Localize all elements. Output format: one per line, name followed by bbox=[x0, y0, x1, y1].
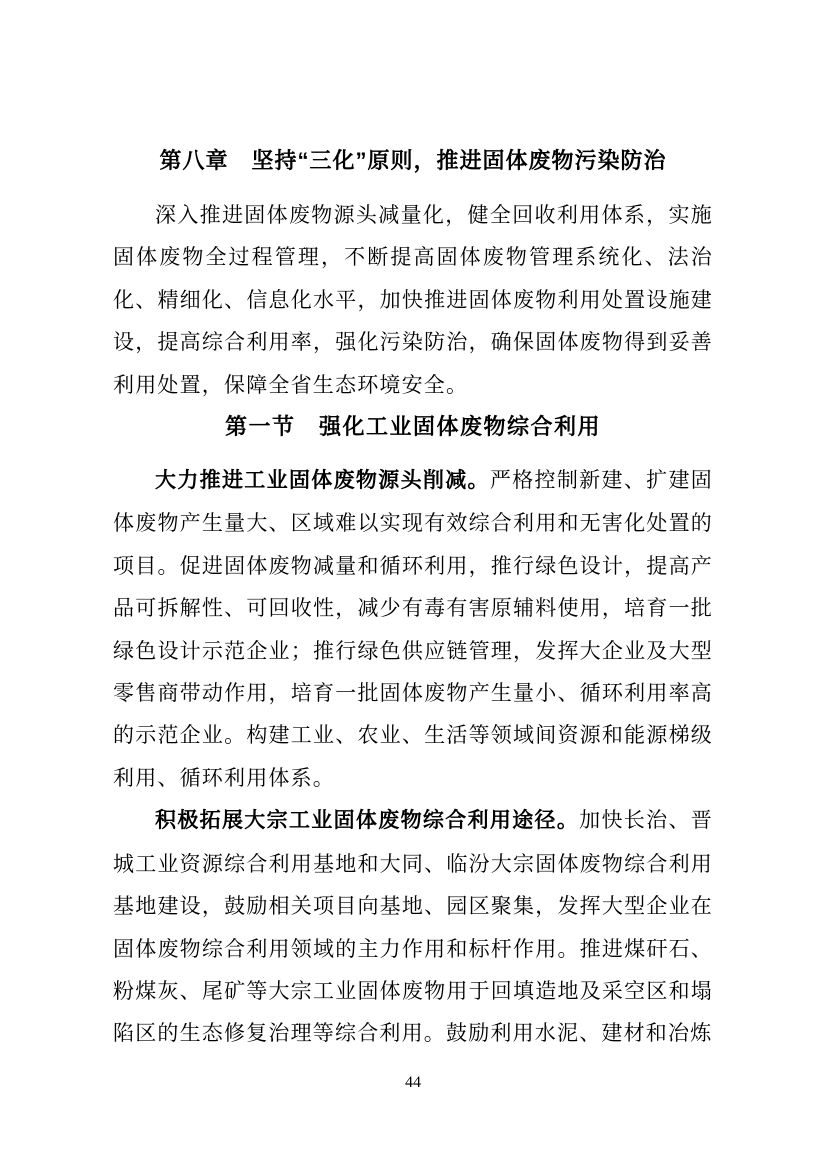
section-title: 第一节 强化工业固体废物综合利用 bbox=[224, 414, 601, 440]
paragraph-body-source-reduction: 严格控制新建、扩建固体废物产生量大、区域难以实现有效综合利用和无害化处置的项目。促进固体废物减量和循环利用，推行绿色设计，提高产品可拆解性、可回收性，减少有毒有害原辅料使用，培育一批绿色设计示范企业；推行绿色供应链管理，发挥大企业及大型零售商带动作用，培育一批固体废物产生量小、循环利用率高的示范企业。构建工业、农业、生活等领域间资源和能源梯级利用、循环利用体系。 bbox=[113, 468, 713, 790]
intro-paragraph: 深入推进固体废物源头减量化，健全回收利用体系，实施固体废物全过程管理，不断提高固体废物管理系统化、法治化、精细化、信息化水平，加快推进固体废物利用处置设施建设，提高综合利用率，强化污染防治，确保固体废物得到妥善利用处置，保障全省生态环境安全。 bbox=[113, 203, 713, 397]
page-number: 44 bbox=[405, 1074, 421, 1091]
paragraph-lead-source-reduction: 大力推进工业固体废物源头削减。 bbox=[155, 469, 490, 493]
chapter-title: 第八章 坚持“三化”原则，推进固体废物污染防治 bbox=[159, 148, 667, 173]
paragraph-body-bulk-utilization: 加快长治、晋城工业资源综合利用基地和大同、临汾大宗固体废物综合利用基地建设，鼓励相关项目向基地、园区聚集，发挥大型企业在固体废物综合利用领域的主力作用和标杆作用。推进煤矸石、粉煤灰、尾矿等大宗工业固体废物用于回填造地及采空区和塌陷区的生态修复治理等综合利用。鼓励利用水泥、建材和冶炼 bbox=[113, 808, 713, 1046]
paragraph-lead-bulk-utilization: 积极拓展大宗工业固体废物综合利用途径。 bbox=[155, 809, 580, 833]
paragraph-industrial-source-reduction bbox=[113, 459, 713, 799]
paragraph-bulk-solid-waste-utilization bbox=[113, 799, 713, 1054]
